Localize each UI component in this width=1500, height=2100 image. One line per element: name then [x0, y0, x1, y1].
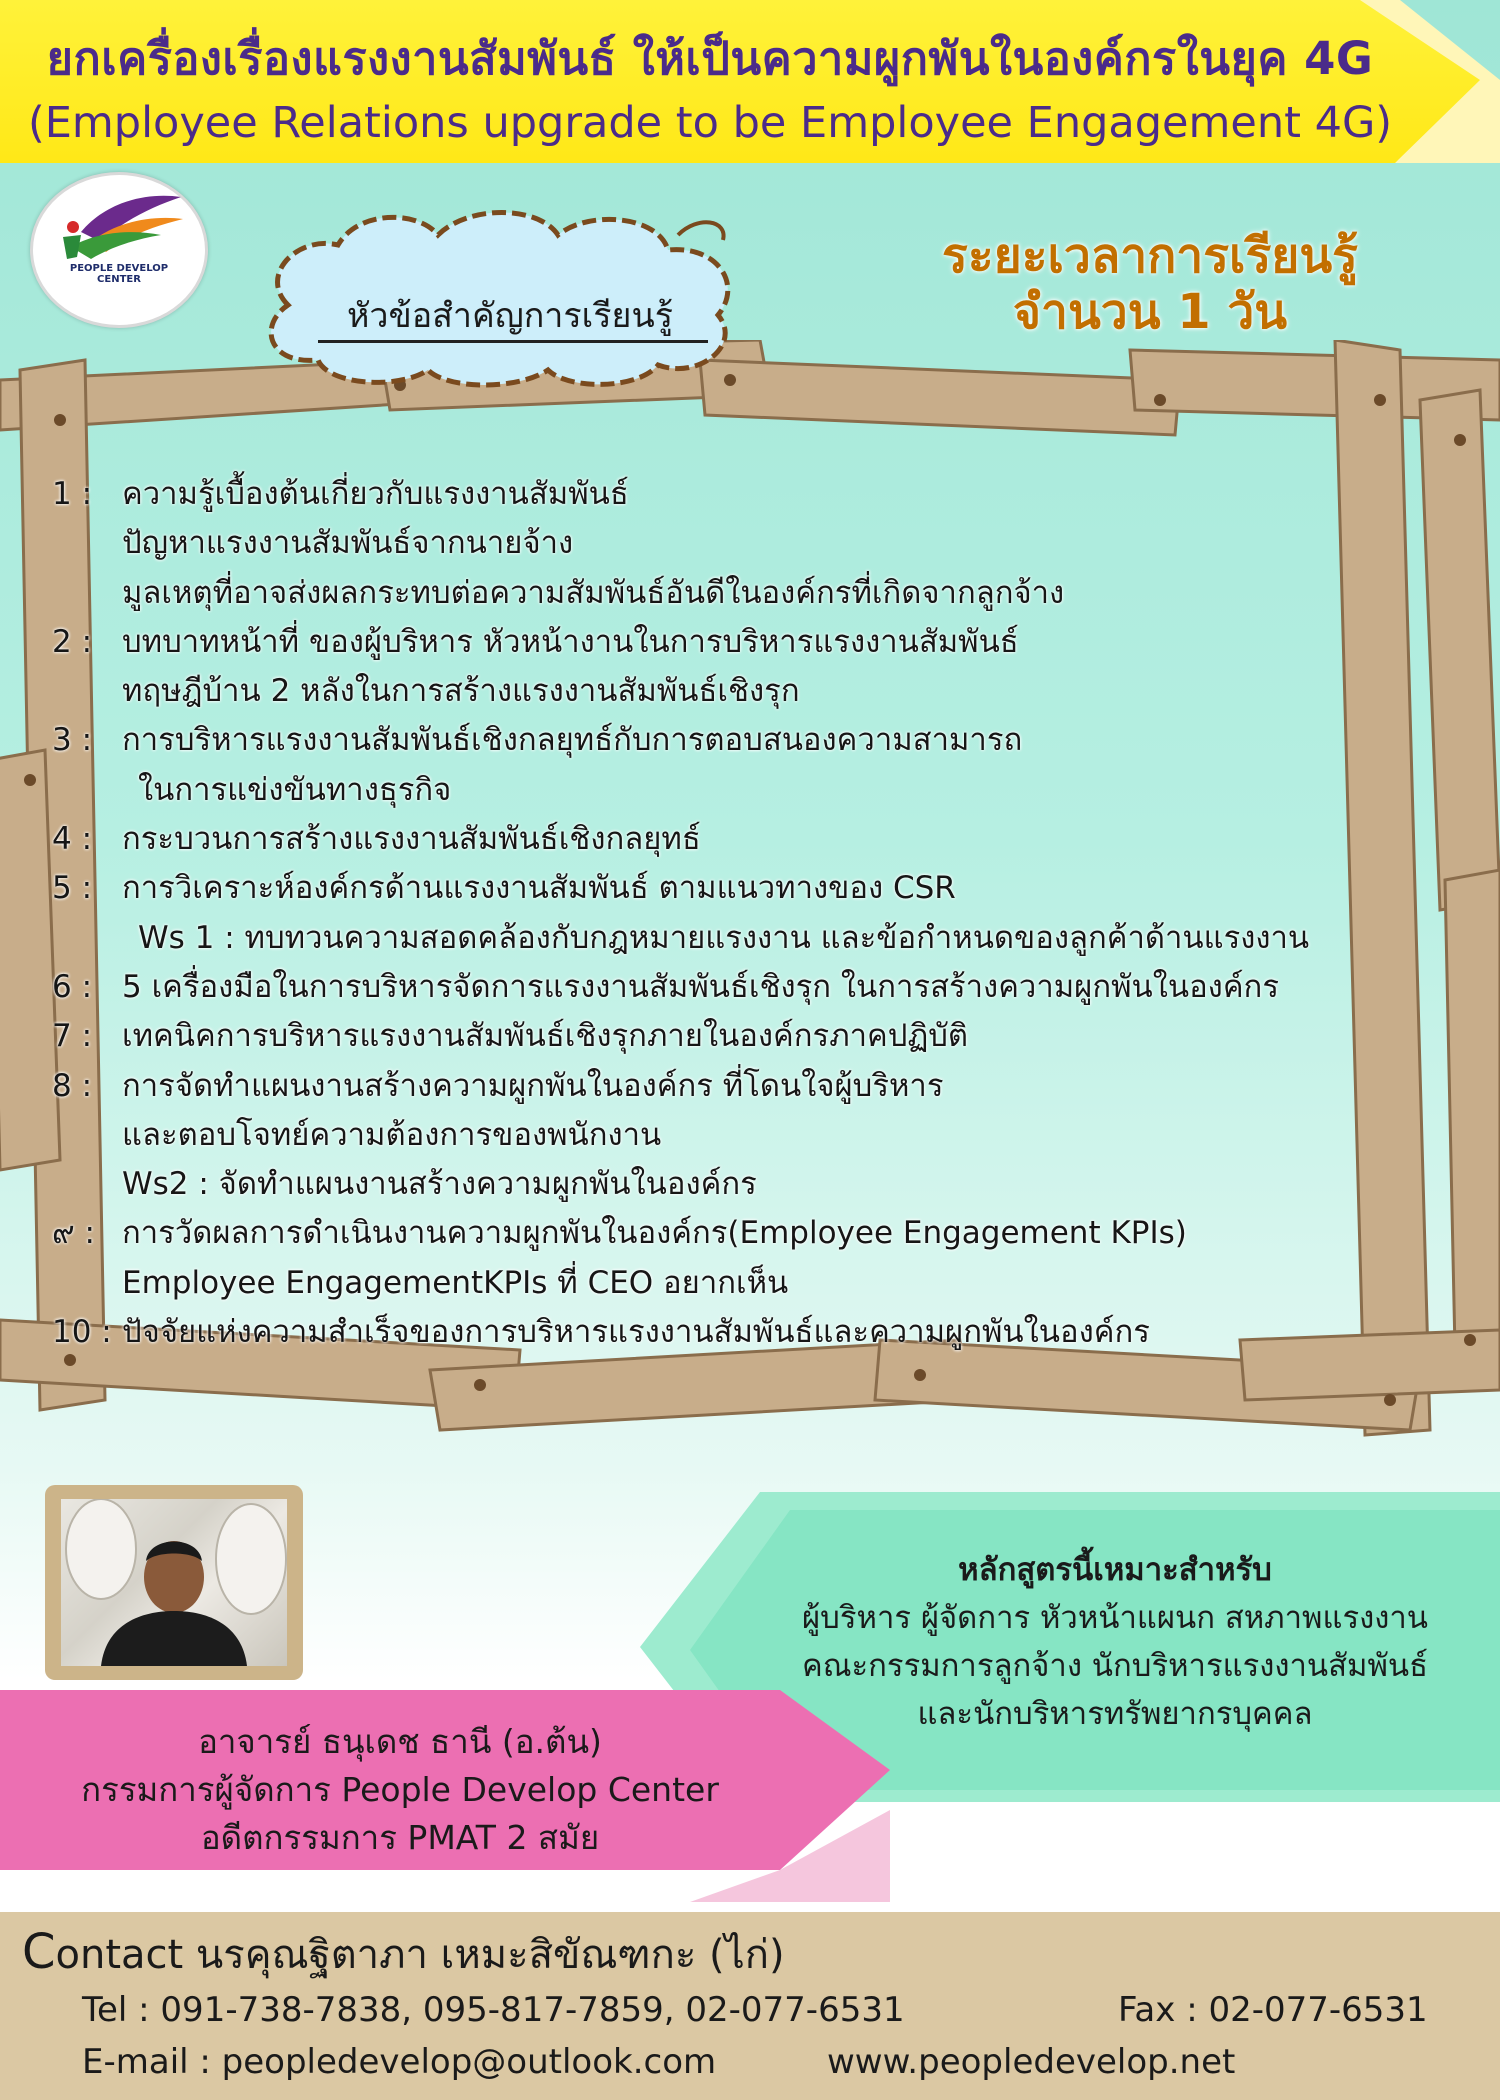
list-item-detail: มูลเหตุที่อาจส่งผลกระทบต่อความสัมพันธ์อันดีในองค์กรที่เกิดจากลูกจ้าง — [122, 574, 1065, 611]
instructor-name: อาจารย์ ธนุเดช ธานี (อ.ต้น) — [198, 1722, 602, 1761]
list-item-detail: Ws 1 : ทบทวนความสอดคล้องกับกฎหมายแรงงาน และข้อกำหนดของลูกค้าด้านแรงงาน — [138, 919, 1310, 956]
instructor-role: กรรมการผู้จัดการ People Develop Center — [81, 1770, 719, 1809]
audience-line: และนักบริหารทรัพยากรบุคคล — [917, 1696, 1313, 1732]
logo-text: PEOPLE DEVELOP CENTER — [69, 263, 169, 285]
list-item: 3 : การบริหารแรงงานสัมพันธ์เชิงกลยุทธ์กับการตอบสนองความสามารถ — [52, 722, 1023, 759]
instructor-portrait-icon — [61, 1499, 287, 1666]
list-item: 8 : การจัดทำแผนงานสร้างความผูกพันในองค์กร ที่โดนใจผู้บริหาร — [52, 1067, 944, 1104]
list-item: 10 : ปัจจัยแห่งความสำเร็จของการบริหารแรงงานสัมพันธ์และความผูกพันในองค์กร — [52, 1314, 1150, 1351]
audience-title: หลักสูตรนี้เหมาะสำหรับ — [958, 1552, 1272, 1588]
topics-heading-underline — [318, 340, 708, 343]
target-audience — [730, 1546, 1500, 1738]
course-title-thai: ยกเครื่องเรื่องแรงงานสัมพันธ์ ให้เป็นความผูกพันในองค์กรในยุค 4G — [46, 32, 1374, 85]
list-item: 2 : บทบาทหน้าที่ ของผู้บริหาร หัวหน้างานในการบริหารแรงงานสัมพันธ์ — [52, 623, 1019, 660]
contact-person: Contact นรคุณฐิตาภา เหมะสิขัณฑกะ (ไก่) — [22, 1924, 785, 1980]
list-item: 4 : กระบวนการสร้างแรงงานสัมพันธ์เชิงกลยุทธ์ — [52, 821, 701, 858]
contact-phone: Tel : 091-738-7838, 095-817-7859, 02-077-6531 — [82, 1990, 905, 2030]
people-develop-center-logo — [30, 172, 208, 328]
list-item: ๙ : การวัดผลการดำเนินงานความผูกพันในองค์กร(Employee Engagement KPIs) — [52, 1215, 1187, 1252]
list-item-detail: ปัญหาแรงงานสัมพันธ์จากนายจ้าง — [122, 525, 574, 562]
instructor-former-role: อดีตกรรมการ PMAT 2 สมัย — [200, 1818, 600, 1857]
list-item-detail: Ws2 : จัดทำแผนงานสร้างความผูกพันในองค์กร — [122, 1166, 757, 1203]
list-item: 7 : เทคนิคการบริหารแรงงานสัมพันธ์เชิงรุกภายในองค์กรภาคปฏิบัติ — [52, 1018, 969, 1055]
course-duration — [880, 228, 1420, 340]
duration-label: ระยะเวลาการเรียนรู้ — [942, 228, 1358, 284]
list-item: 6 : 5 เครื่องมือในการบริหารจัดการแรงงานสัมพันธ์เชิงรุก ในการสร้างความผูกพันในองค์กร — [52, 968, 1279, 1005]
list-item-detail: และตอบโจทย์ความต้องการของพนักงาน — [122, 1116, 662, 1153]
list-item: 1 : ความรู้เบื้องต้นเกี่ยวกับแรงงานสัมพันธ์ — [52, 476, 629, 512]
instructor-photo-frame — [45, 1485, 303, 1680]
logo-swoosh-icon — [51, 187, 191, 267]
audience-line: ผู้บริหาร ผู้จัดการ หัวหน้าแผนก สหภาพแรงงาน — [802, 1600, 1428, 1636]
list-item: 5 : การวิเคราะห์องค์กรด้านแรงงานสัมพันธ์ ตามแนวทางของ CSR — [52, 870, 956, 907]
list-item-detail: ทฤษฎีบ้าน 2 หลังในการสร้างแรงงานสัมพันธ์เชิงรุก — [122, 673, 800, 710]
list-item-detail: Employee EngagementKPIs ที่ CEO อยากเห็น — [122, 1264, 789, 1301]
duration-value: จำนวน 1 วัน — [1012, 284, 1288, 340]
contact-fax: Fax : 02-077-6531 — [1118, 1990, 1428, 2030]
instructor-photo — [61, 1499, 287, 1666]
contact-email: E-mail : peopledevelop@outlook.com — [82, 2042, 717, 2082]
instructor-info — [30, 1718, 770, 1862]
course-title-english: (Employee Relations upgrade to be Employee Engagement 4G) — [27, 98, 1393, 148]
list-item-detail: ในการแข่งขันทางธุรกิจ — [138, 771, 452, 808]
topics-heading: หัวข้อสำคัญการเรียนรู้ — [347, 296, 673, 336]
topics-list — [52, 470, 1472, 1357]
contact-website: www.peopledevelop.net — [827, 2042, 1236, 2082]
audience-line: คณะกรรมการลูกจ้าง นักบริหารแรงงานสัมพันธ์ — [802, 1648, 1428, 1684]
